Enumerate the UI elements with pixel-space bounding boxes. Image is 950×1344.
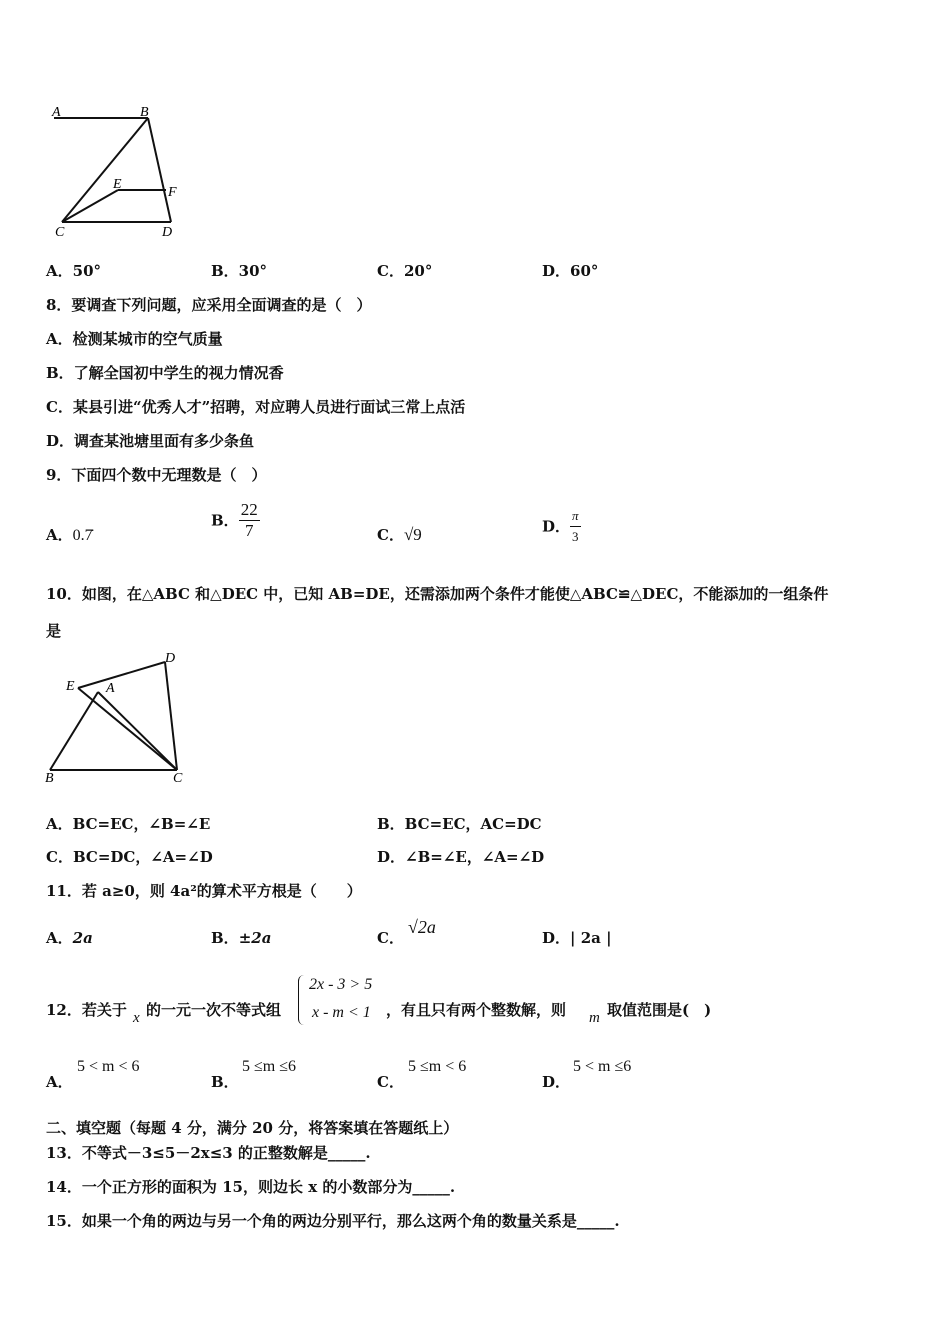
q11-stem: 11．若 a≥0，则 4a²的算术平方根是（ ） bbox=[46, 882, 362, 900]
label-b: B bbox=[45, 771, 54, 786]
label-a: A bbox=[106, 681, 115, 696]
q9-option-c-value: √9 bbox=[403, 525, 422, 544]
q11-option-a-value: 2a bbox=[72, 929, 93, 947]
q7-option-b: B．30° bbox=[211, 262, 268, 280]
section-2-title: 二、填空题（每题 4 分，满分 20 分，将答案填在答题纸上） bbox=[46, 1119, 459, 1137]
q12-option-d-label: D． bbox=[542, 1073, 571, 1091]
figure-q10-geometry bbox=[40, 648, 200, 788]
q9-option-b-fraction bbox=[239, 500, 260, 541]
q7-option-a: A．50° bbox=[46, 262, 102, 280]
segment-ed bbox=[78, 662, 165, 688]
q12-mid: 的一元一次不等式组 bbox=[146, 1001, 282, 1019]
q9-option-a-label: A． bbox=[46, 526, 73, 544]
label-a: A bbox=[52, 105, 61, 120]
q12-option-b-label: B． bbox=[211, 1073, 239, 1091]
q9-option-c bbox=[377, 525, 422, 545]
q14-text: 14．一个正方形的面积为 15，则边长 x 的小数部分为_____. bbox=[46, 1178, 456, 1196]
q12-option-a-value: 5 < m < 6 bbox=[77, 1058, 140, 1075]
segment-ba bbox=[50, 692, 98, 770]
q9-option-b bbox=[211, 500, 260, 541]
label-e: E bbox=[66, 679, 75, 694]
q9-option-b-numerator: 22 bbox=[240, 500, 258, 519]
q11-option-d-label: D． bbox=[542, 929, 571, 947]
q9-option-d-fraction bbox=[570, 506, 581, 547]
q9-option-d-numerator: π bbox=[570, 506, 581, 527]
q12-var-x: x bbox=[133, 1010, 140, 1026]
figure-q7-geometry bbox=[40, 100, 200, 245]
q10-stem-line1: 10．如图，在△ABC 和△DEC 中，已知 AB=DE，还需添加两个条件才能使△ABC≌△DEC，不能添加的一组条件 bbox=[46, 585, 829, 603]
q9-stem: 9．下面四个数中无理数是（ ） bbox=[46, 466, 267, 484]
q12-option-c-value: 5 ≤m < 6 bbox=[408, 1058, 467, 1075]
q9-option-d-label: D． bbox=[542, 517, 571, 536]
q12-stem bbox=[46, 1000, 127, 1020]
q12-option-a-label: A． bbox=[46, 1073, 73, 1091]
q11-option-d-value: | 2a | bbox=[570, 929, 612, 947]
q11-option-b-label: B． bbox=[211, 929, 239, 947]
q10-option-d: D．∠B=∠E，∠A=∠D bbox=[377, 848, 545, 866]
q9-option-d-denominator: 3 bbox=[572, 529, 579, 544]
q9-option-a bbox=[46, 525, 93, 546]
q11-option-c-label: C． bbox=[377, 929, 404, 947]
segment-ce bbox=[62, 190, 118, 222]
q12-prefix: 12．若关于 bbox=[46, 1001, 127, 1019]
q8-option-c: C．某县引进“优秀人才”招聘，对应聘人员进行面试三常上点活 bbox=[46, 398, 466, 416]
q11-option-a-label: A． bbox=[46, 929, 73, 947]
q8-option-b: B．了解全国初中学生的视力情况香 bbox=[46, 364, 284, 382]
q7-option-d: D．60° bbox=[542, 262, 599, 280]
q9-option-a-value: 0.7̇ bbox=[72, 527, 93, 544]
q13-text: 13．不等式－3≤5－2x≤3 的正整数解是_____. bbox=[46, 1144, 371, 1162]
label-e: E bbox=[113, 177, 122, 192]
label-d: D bbox=[165, 651, 176, 666]
q12-end: 取值范围是( ) bbox=[607, 1001, 712, 1019]
q12-var-m: m bbox=[589, 1010, 600, 1026]
label-c: C bbox=[173, 771, 183, 786]
segment-bc bbox=[62, 118, 148, 222]
label-d: D bbox=[162, 225, 173, 240]
q11-option-c-value: √2a bbox=[408, 917, 436, 937]
q11-option-a bbox=[46, 928, 93, 948]
q12-option-c-label: C． bbox=[377, 1073, 404, 1091]
q9-option-c-label: C． bbox=[377, 526, 404, 544]
label-c: C bbox=[55, 225, 65, 240]
q12-suffix: ，有且只有两个整数解，则 bbox=[386, 1001, 567, 1019]
q12-brace bbox=[298, 975, 305, 1025]
q11-option-b bbox=[211, 928, 271, 948]
q10-option-c: C．BC=DC，∠A=∠D bbox=[46, 848, 213, 866]
segment-bd bbox=[148, 118, 171, 222]
q8-stem: 8．要调查下列问题，应采用全面调查的是（ ） bbox=[46, 296, 372, 314]
q11-option-c bbox=[377, 928, 404, 948]
q9-option-d bbox=[542, 506, 581, 547]
segment-dc bbox=[165, 662, 177, 770]
q12-option-b-value: 5 ≤m ≤6 bbox=[242, 1058, 297, 1075]
q12-inequality-1: 2x - 3 > 5 bbox=[309, 976, 373, 993]
q15-text: 15．如果一个角的两边与另一个角的两边分别平行，那么这两个角的数量关系是_____. bbox=[46, 1212, 620, 1230]
label-b: B bbox=[140, 105, 149, 120]
q8-option-a: A．检测某城市的空气质量 bbox=[46, 330, 223, 348]
label-f: F bbox=[168, 185, 177, 200]
q12-option-d-value: 5 < m ≤6 bbox=[573, 1058, 632, 1075]
q11-option-b-value: ±2a bbox=[238, 929, 272, 947]
q11-option-d bbox=[542, 928, 612, 948]
segment-ac bbox=[98, 692, 177, 770]
q12-inequality-2: x - m < 1 bbox=[312, 1004, 371, 1021]
q10-option-b: B．BC=EC，AC=DC bbox=[377, 815, 542, 833]
q10-option-a: A．BC=EC，∠B=∠E bbox=[46, 815, 211, 833]
q10-stem-line2: 是 bbox=[46, 622, 62, 640]
q7-option-c: C．20° bbox=[377, 262, 433, 280]
q8-option-d: D．调查某池塘里面有多少条鱼 bbox=[46, 432, 255, 450]
q9-option-b-label: B． bbox=[211, 511, 239, 530]
q9-option-b-denominator: 7 bbox=[244, 521, 254, 540]
